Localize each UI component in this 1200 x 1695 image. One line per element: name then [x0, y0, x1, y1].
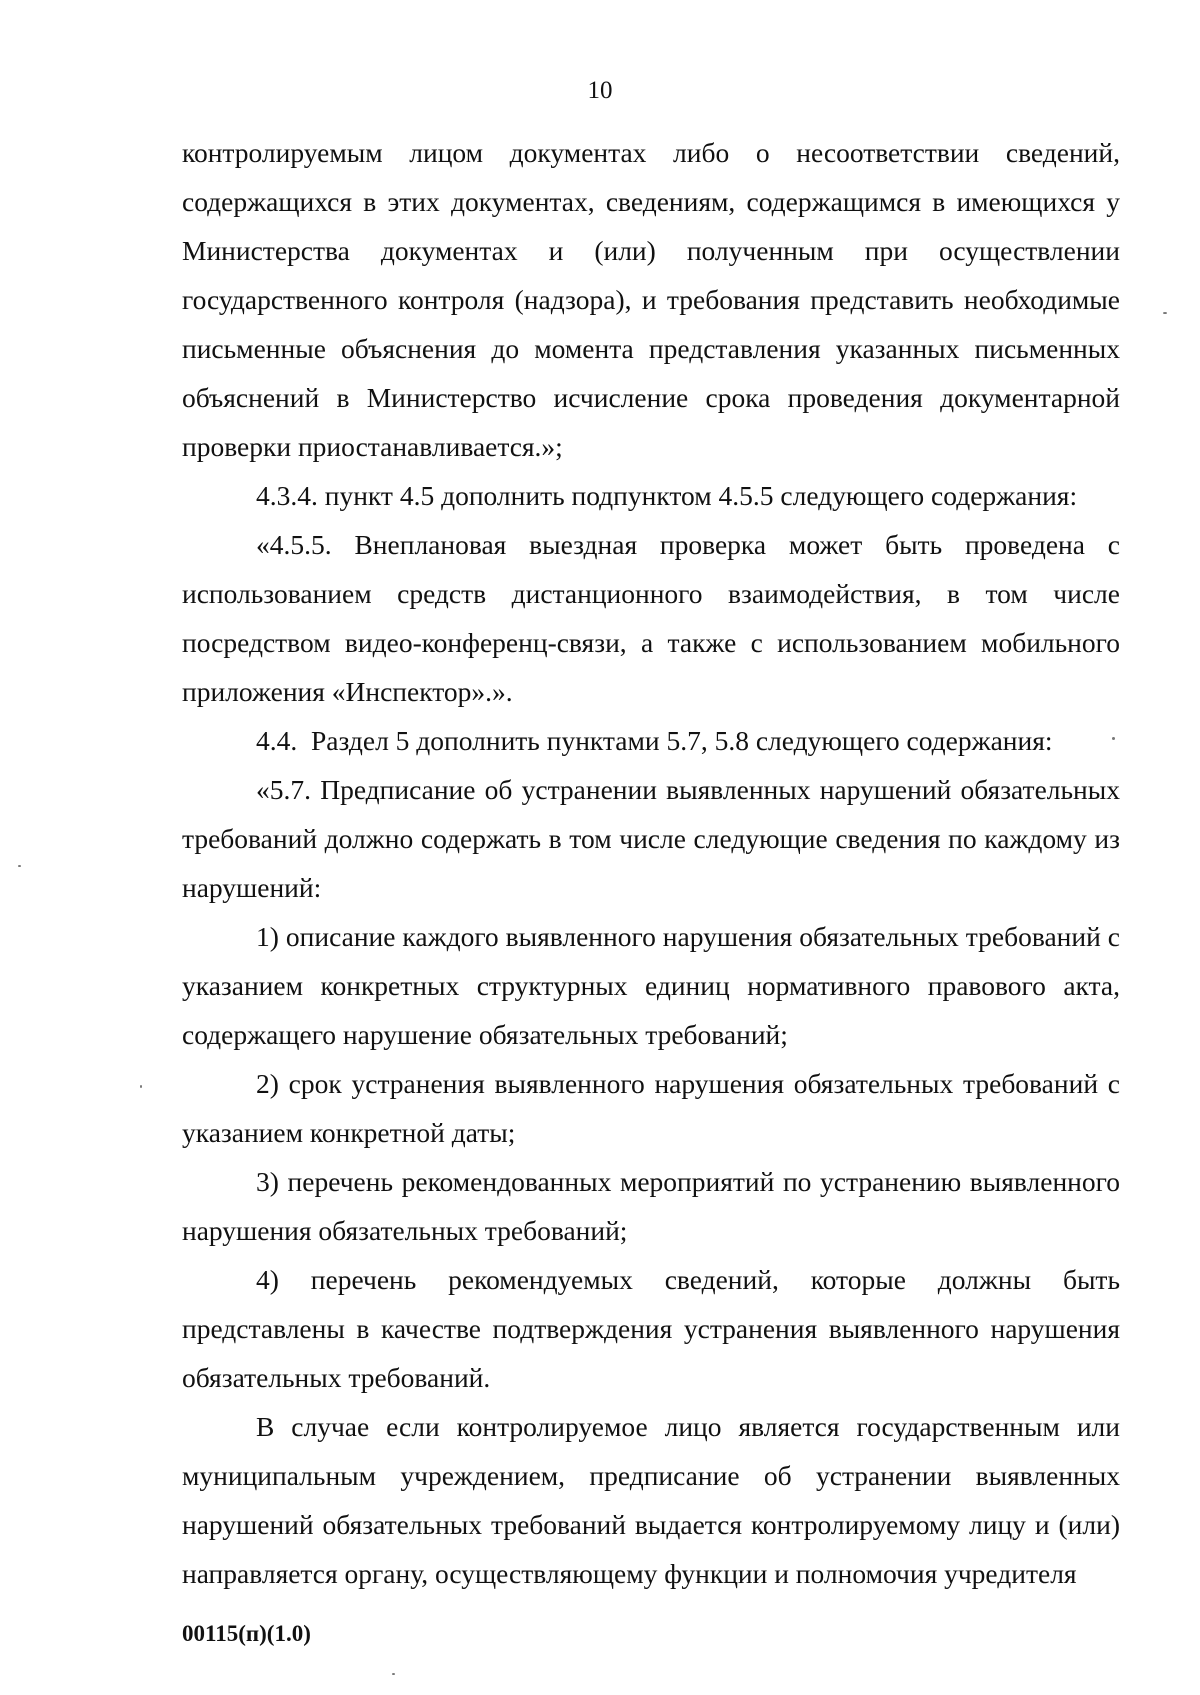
- document-code: 00115(п)(1.0): [182, 1621, 311, 1646]
- document-body: [182, 128, 1120, 1598]
- paragraph-continuation: контролируемым лицом документах либо о несоответствии сведений, содержащихся в этих документах, сведениям, содержащимся в имеющихся у Министерства документах и (или) полученным при осуществлении государственного контроля (надзора), и требования представить необходимые письменные объяснения до момента представления указанных письменных объяснений в Министерство исчисление срока проведения документарной проверки приостанавливается.»;: [182, 137, 1120, 462]
- paragraph-state-institution: В случае если контролируемое лицо является государственным или муниципальным учреждением, предписание об устранении выявленных нарушений обязательных требований выдается контролируемому лицу и (или) направляется органу, осуществляющему функции и полномочия учредителя: [182, 1411, 1120, 1589]
- list-item-4: 4) перечень рекомендуемых сведений, которые должны быть представлены в качестве подтверждения устранения выявленного нарушения обязательных требований.: [182, 1264, 1120, 1393]
- page-number: 10: [587, 77, 613, 104]
- paragraph-item-4-4: 4.4. Раздел 5 дополнить пунктами 5.7, 5.8 следующего содержания:: [256, 725, 1053, 756]
- list-item-1: 1) описание каждого выявленного нарушения обязательных требований с указанием конкретных структурных единиц нормативного правового акта, содержащего нарушение обязательных требований;: [182, 921, 1120, 1050]
- scan-speck: [1112, 737, 1115, 740]
- scan-speck: [1163, 312, 1167, 314]
- paragraph-item-5-7: «5.7. Предписание об устранении выявленных нарушений обязательных требований должно содержать в том числе следующие сведения по каждому из нарушений:: [182, 774, 1120, 903]
- scan-speck: [18, 865, 21, 867]
- list-item-3: 3) перечень рекомендованных мероприятий по устранению выявленного нарушения обязательных требований;: [182, 1166, 1120, 1246]
- paragraph-item-4-3-4: 4.3.4. пункт 4.5 дополнить подпунктом 4.5.5 следующего содержания:: [256, 480, 1078, 511]
- scan-speck: [392, 1673, 395, 1675]
- list-item-2: 2) срок устранения выявленного нарушения обязательных требований с указанием конкретной даты;: [182, 1068, 1120, 1148]
- paragraph-item-4-5-5: «4.5.5. Внеплановая выездная проверка может быть проведена с использованием средств дистанционного взаимодействия, в том числе посредством видео-конференц-связи, а также с использованием мобильного приложения «Инспектор».».: [182, 529, 1120, 707]
- scan-speck: [140, 1085, 142, 1088]
